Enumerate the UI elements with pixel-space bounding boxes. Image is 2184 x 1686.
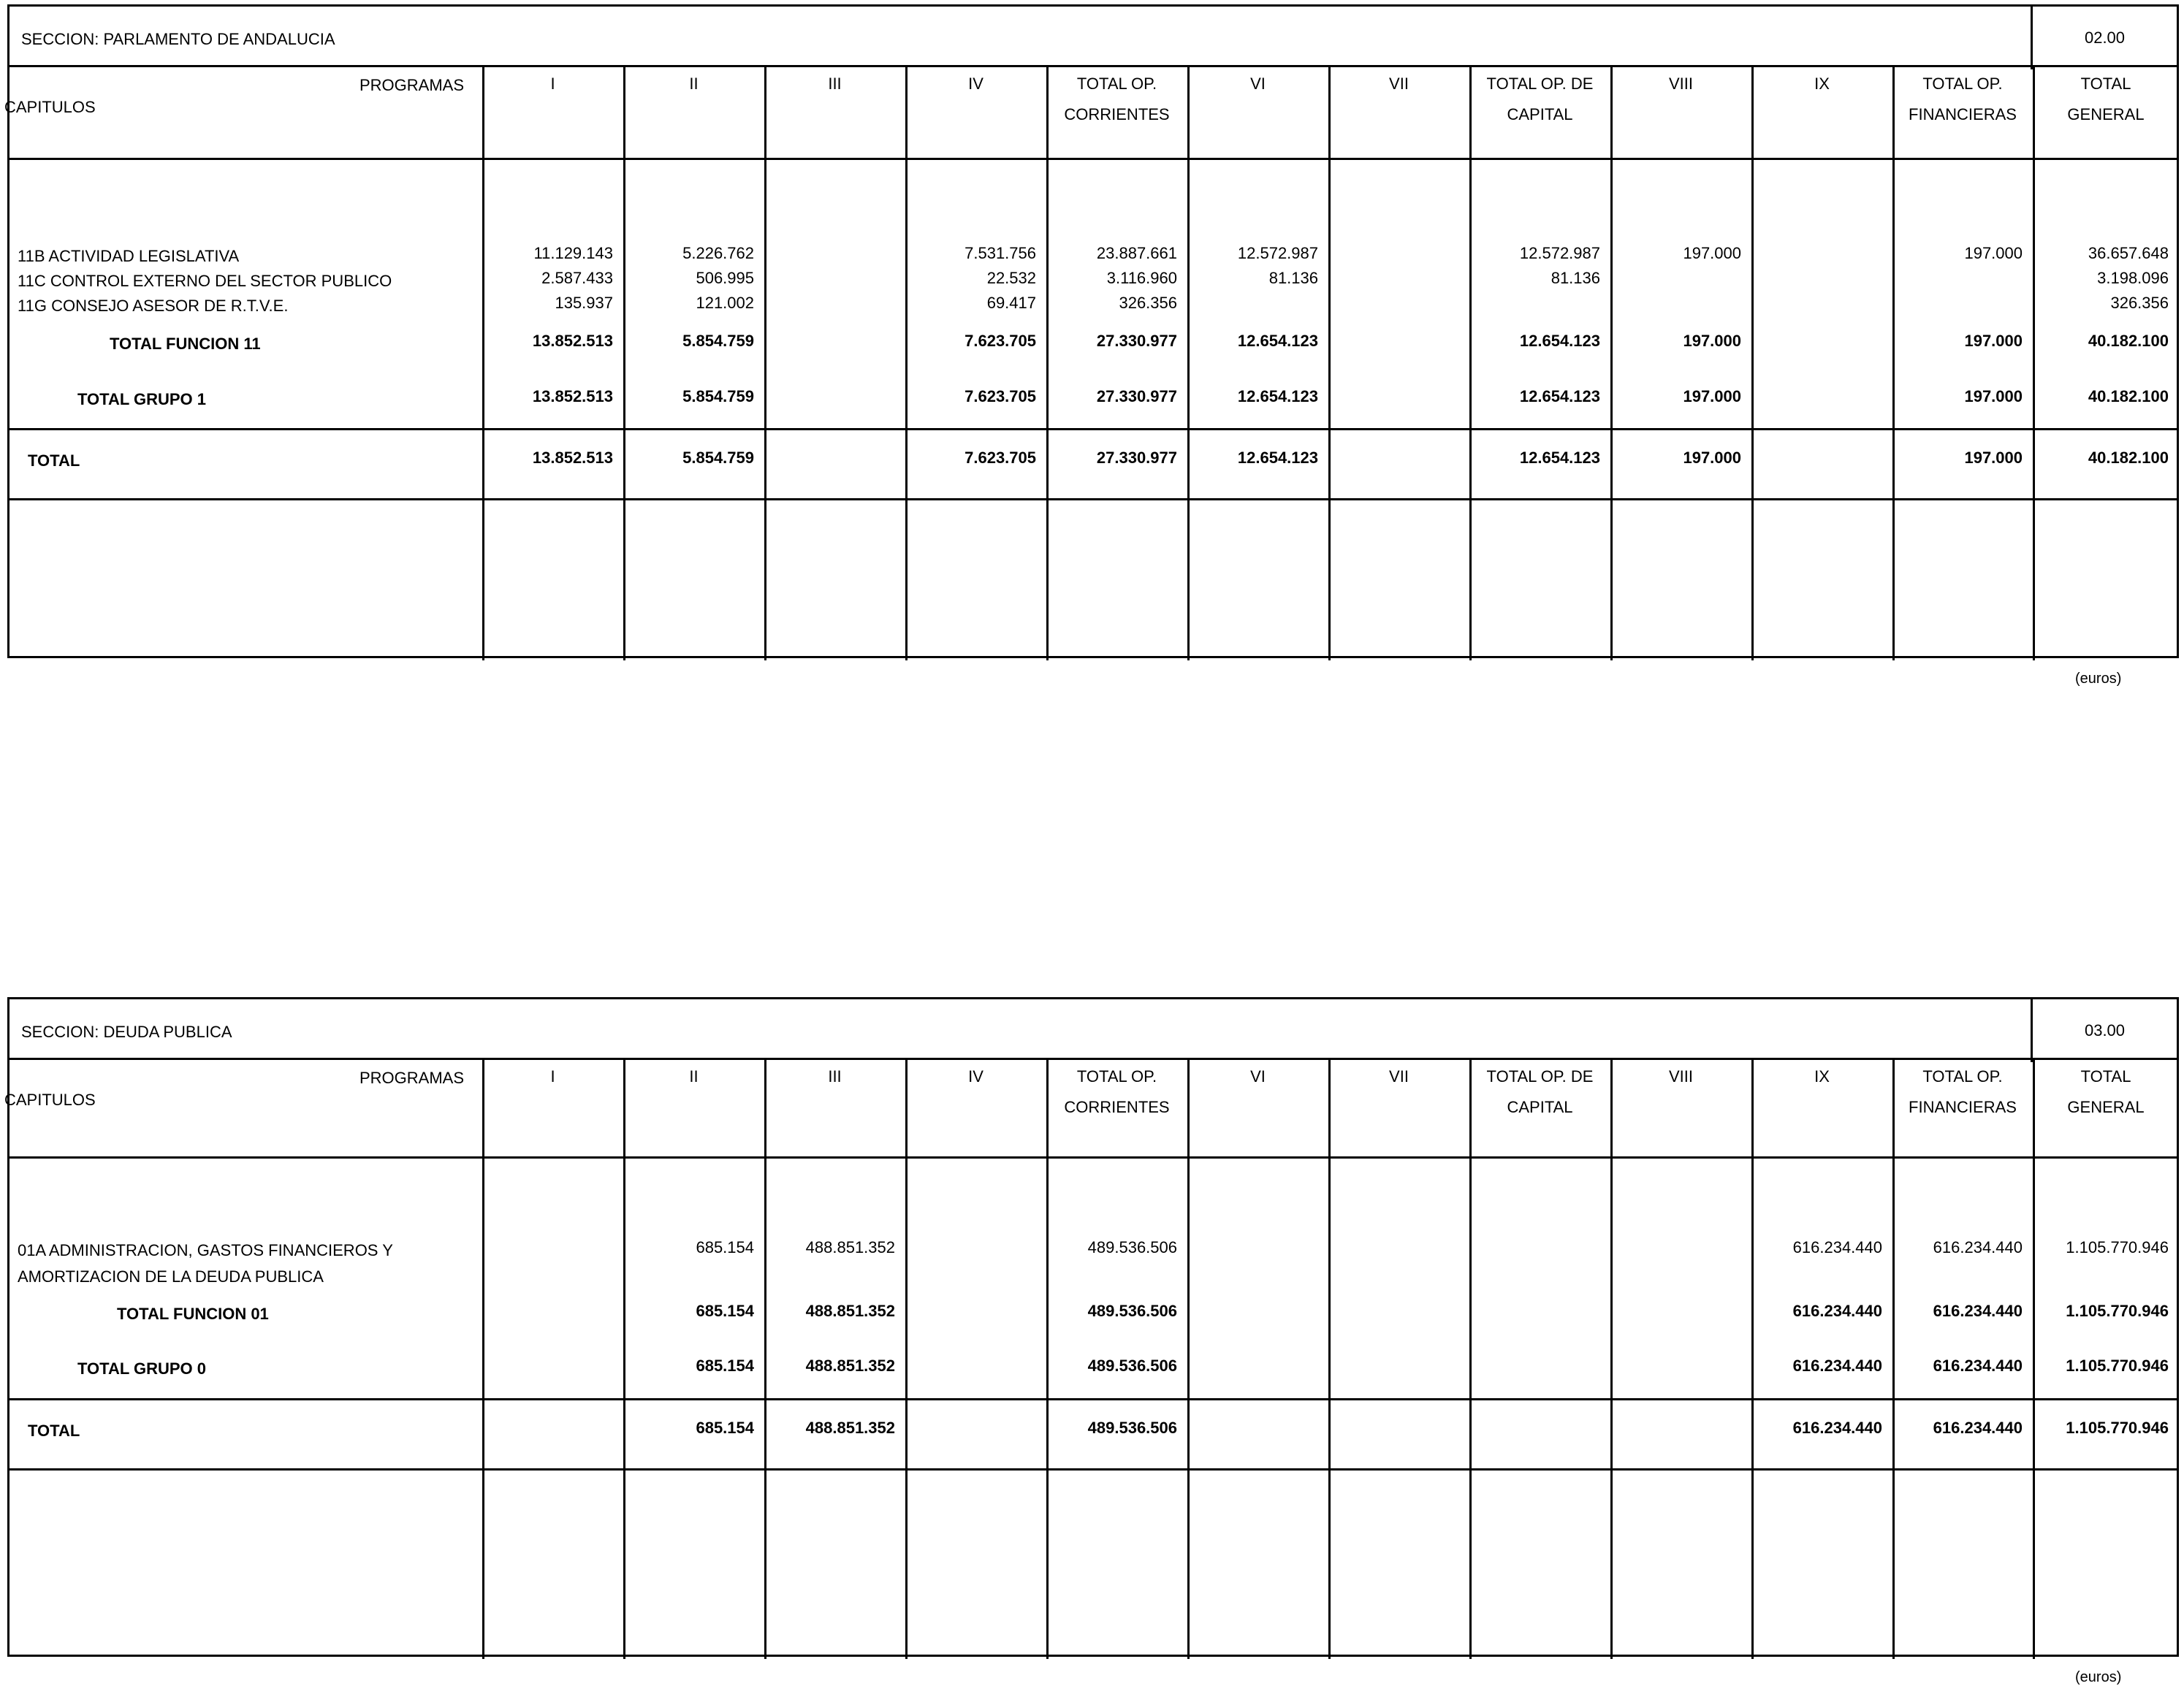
cell-value: 616.234.440: [1933, 1238, 2023, 1256]
column-header: [2033, 69, 2179, 130]
cell-value: 488.851.352: [805, 1419, 895, 1437]
cell-value: 1.105.770.946: [2066, 1419, 2169, 1437]
cell-value: 197.000: [1683, 449, 1741, 467]
cell-value: 12.572.987: [1237, 244, 1318, 262]
column-header: [623, 69, 764, 99]
unit-note: (euros): [2075, 1669, 2122, 1685]
column-header-line: CAPITAL: [1507, 105, 1573, 123]
grid-line: [2033, 67, 2035, 660]
cell-value: 12.654.123: [1237, 387, 1318, 405]
grid-line: [1610, 1060, 1613, 1659]
grid-line: [1187, 67, 1190, 660]
grid-line: [1328, 67, 1331, 660]
section-parlamento: [4, 4, 2179, 687]
cell-value: 616.234.440: [1792, 1357, 1882, 1375]
section-code-box: [2031, 999, 2177, 1062]
cell-value: 69.417: [986, 294, 1036, 312]
column-header: [1892, 69, 2033, 130]
grid-line: [1751, 67, 1754, 660]
cell-value: 7.623.705: [964, 387, 1036, 405]
column-header-line: FINANCIERAS: [1909, 1098, 2017, 1116]
column-header: [1892, 1061, 2033, 1123]
column-header-line: III: [828, 75, 842, 93]
grid-line: [1046, 67, 1049, 660]
cell-value: 326.356: [1119, 294, 1177, 312]
grid-line: [764, 1060, 766, 1659]
row-label: 01A ADMINISTRACION, GASTOS FINANCIEROS Y: [18, 1241, 393, 1259]
cell-value: 488.851.352: [805, 1357, 895, 1375]
column-header: [1328, 69, 1469, 99]
column-header-line: VIII: [1668, 75, 1693, 93]
grid-line: [1187, 1060, 1190, 1659]
cell-value: 12.654.123: [1519, 332, 1600, 350]
cell-value: 2.587.433: [541, 269, 613, 287]
grid-line: [2033, 1060, 2035, 1659]
grid-line: [1751, 1060, 1754, 1659]
column-header-line: CAPITAL: [1507, 1098, 1573, 1116]
row-label: TOTAL: [28, 451, 80, 470]
cell-value: 685.154: [696, 1419, 754, 1437]
column-header-line: GENERAL: [2067, 1098, 2145, 1116]
column-header: [1610, 69, 1751, 99]
column-header-line: CORRIENTES: [1064, 105, 1170, 123]
row-label: TOTAL GRUPO 0: [77, 1359, 207, 1378]
column-header-line: I: [550, 75, 555, 93]
grid-line: [1610, 67, 1613, 660]
cell-value: 1.105.770.946: [2066, 1238, 2169, 1256]
column-header-line: IV: [968, 1067, 983, 1086]
cell-value: 13.852.513: [532, 332, 613, 350]
column-header-line: III: [828, 1067, 842, 1086]
column-header: [1610, 1061, 1751, 1092]
cell-value: 616.234.440: [1933, 1357, 2023, 1375]
row-label: 11C CONTROL EXTERNO DEL SECTOR PUBLICO: [18, 272, 392, 290]
cell-value: 121.002: [696, 294, 754, 312]
cell-value: 40.182.100: [2088, 387, 2169, 405]
programas-label: PROGRAMAS: [359, 76, 464, 94]
column-header: [1328, 1061, 1469, 1092]
cell-value: 36.657.648: [2088, 244, 2169, 262]
column-header: [764, 69, 905, 99]
grid-line: [1328, 1060, 1331, 1659]
grid-line: [7, 656, 2179, 658]
cell-value: 135.937: [555, 294, 613, 312]
column-header-line: TOTAL OP. DE: [1486, 75, 1594, 93]
column-header-line: FINANCIERAS: [1909, 105, 2017, 123]
grid-line: [7, 1655, 2179, 1657]
column-header-line: GENERAL: [2067, 105, 2145, 123]
column-header-line: I: [550, 1067, 555, 1086]
section-code: 02.00: [2084, 28, 2126, 47]
column-header-line: TOTAL OP.: [1922, 75, 2003, 93]
column-header-line: IV: [968, 75, 983, 93]
grid-line: [7, 428, 2179, 430]
cell-value: 7.623.705: [964, 332, 1036, 350]
column-header: [623, 1061, 764, 1092]
row-label: AMORTIZACION DE LA DEUDA PUBLICA: [18, 1267, 324, 1286]
cell-value: 488.851.352: [805, 1238, 895, 1256]
column-header-line: TOTAL: [2080, 75, 2131, 93]
grid-line: [1892, 1060, 1895, 1659]
cell-value: 488.851.352: [805, 1302, 895, 1320]
cell-value: 616.234.440: [1792, 1302, 1882, 1320]
row-label: 11B ACTIVIDAD LEGISLATIVA: [18, 247, 240, 265]
column-header: [1046, 69, 1187, 130]
cell-value: 197.000: [1964, 449, 2023, 467]
column-header-line: VIII: [1668, 1067, 1693, 1086]
cell-value: 27.330.977: [1096, 332, 1177, 350]
grid-line: [1046, 1060, 1049, 1659]
cell-value: 197.000: [1964, 244, 2023, 262]
cell-value: 13.852.513: [532, 387, 613, 405]
capitulos-label: CAPITULOS: [4, 1091, 96, 1109]
grid-line: [1469, 67, 1472, 660]
section-code: 03.00: [2084, 1021, 2126, 1040]
cell-value: 489.536.506: [1087, 1357, 1177, 1375]
cell-value: 616.234.440: [1792, 1238, 1882, 1256]
column-header-line: TOTAL OP. DE: [1486, 1067, 1594, 1086]
column-header-line: VI: [1250, 75, 1266, 93]
grid-line: [764, 67, 766, 660]
cell-value: 5.226.762: [682, 244, 754, 262]
grid-line: [7, 498, 2179, 500]
row-label: TOTAL FUNCION 11: [110, 335, 261, 353]
column-header: [482, 69, 623, 99]
column-header: [905, 69, 1046, 99]
column-header-line: II: [689, 1067, 699, 1086]
cell-value: 197.000: [1683, 387, 1741, 405]
cell-value: 40.182.100: [2088, 449, 2169, 467]
column-header-line: VI: [1250, 1067, 1266, 1086]
cell-value: 489.536.506: [1087, 1238, 1177, 1256]
cell-value: 685.154: [696, 1357, 754, 1375]
cell-value: 7.531.756: [964, 244, 1036, 262]
column-header: [1187, 1061, 1328, 1092]
column-header-line: IX: [1814, 75, 1830, 93]
column-header-line: VII: [1389, 75, 1409, 93]
column-header: [482, 1061, 623, 1092]
cell-value: 616.234.440: [1933, 1302, 2023, 1320]
cell-value: 685.154: [696, 1238, 754, 1256]
cell-value: 685.154: [696, 1302, 754, 1320]
column-header: [1046, 1061, 1187, 1123]
column-header: [2033, 1061, 2179, 1123]
grid-line: [482, 67, 484, 660]
row-label: 11G CONSEJO ASESOR DE R.T.V.E.: [18, 297, 289, 315]
cell-value: 12.654.123: [1237, 332, 1318, 350]
cell-value: 81.136: [1268, 269, 1318, 287]
grid-line: [7, 1398, 2179, 1400]
row-label: TOTAL GRUPO 1: [77, 390, 207, 408]
cell-value: 12.654.123: [1519, 387, 1600, 405]
grid-line: [905, 1060, 908, 1659]
cell-value: 197.000: [1964, 332, 2023, 350]
grid-line: [1892, 67, 1895, 660]
cell-value: 326.356: [2110, 294, 2169, 312]
cell-value: 40.182.100: [2088, 332, 2169, 350]
cell-value: 12.654.123: [1237, 449, 1318, 467]
section-deuda-publica: [4, 997, 2179, 1685]
cell-value: 5.854.759: [682, 387, 754, 405]
cell-value: 1.105.770.946: [2066, 1302, 2169, 1320]
section-code-box: [2031, 7, 2177, 69]
cell-value: 197.000: [1683, 332, 1741, 350]
cell-value: 616.234.440: [1933, 1419, 2023, 1437]
cell-value: 489.536.506: [1087, 1302, 1177, 1320]
cell-value: 1.105.770.946: [2066, 1357, 2169, 1375]
column-header: [1469, 69, 1610, 130]
cell-value: 3.116.960: [1106, 269, 1177, 287]
column-header-line: CORRIENTES: [1064, 1098, 1170, 1116]
cell-value: 197.000: [1964, 387, 2023, 405]
grid-line: [905, 67, 908, 660]
column-header: [764, 1061, 905, 1092]
programas-label: PROGRAMAS: [359, 1069, 464, 1087]
column-header-line: VII: [1389, 1067, 1409, 1086]
section-title-row: [7, 997, 2179, 1060]
cell-value: 197.000: [1683, 244, 1741, 262]
row-label: TOTAL FUNCION 01: [117, 1305, 269, 1323]
cell-value: 11.129.143: [533, 244, 613, 262]
section-title: SECCION: PARLAMENTO DE ANDALUCIA: [21, 30, 335, 48]
column-header-line: TOTAL OP.: [1076, 75, 1157, 93]
grid-line: [7, 1468, 2179, 1471]
column-header: [1187, 69, 1328, 99]
column-header: [1469, 1061, 1610, 1123]
grid-line: [623, 67, 625, 660]
cell-value: 7.623.705: [964, 449, 1036, 467]
grid-line: [1469, 1060, 1472, 1659]
column-header-line: TOTAL OP.: [1922, 1067, 2003, 1086]
column-header: [905, 1061, 1046, 1092]
grid-line: [7, 158, 2179, 160]
grid-line: [482, 1060, 484, 1659]
cell-value: 12.572.987: [1519, 244, 1600, 262]
cell-value: 12.654.123: [1519, 449, 1600, 467]
column-header-line: IX: [1814, 1067, 1830, 1086]
capitulos-label: CAPITULOS: [4, 98, 96, 116]
cell-value: 5.854.759: [682, 449, 754, 467]
section-title-row: [7, 4, 2179, 67]
cell-value: 506.995: [696, 269, 754, 287]
cell-value: 489.536.506: [1087, 1419, 1177, 1437]
cell-value: 23.887.661: [1096, 244, 1177, 262]
grid-line: [623, 1060, 625, 1659]
column-header: [1751, 1061, 1892, 1092]
cell-value: 27.330.977: [1096, 449, 1177, 467]
grid-line: [7, 1156, 2179, 1159]
cell-value: 616.234.440: [1792, 1419, 1882, 1437]
cell-value: 22.532: [986, 269, 1036, 287]
column-header-line: II: [689, 75, 699, 93]
cell-value: 13.852.513: [532, 449, 613, 467]
unit-note: (euros): [2075, 671, 2122, 687]
column-header: [1751, 69, 1892, 99]
cell-value: 81.136: [1551, 269, 1600, 287]
column-header-line: TOTAL: [2080, 1067, 2131, 1086]
cell-value: 5.854.759: [682, 332, 754, 350]
column-header-line: TOTAL OP.: [1076, 1067, 1157, 1086]
row-label: TOTAL: [28, 1422, 80, 1440]
cell-value: 3.198.096: [2097, 269, 2169, 287]
cell-value: 27.330.977: [1096, 387, 1177, 405]
section-title: SECCION: DEUDA PUBLICA: [21, 1023, 232, 1041]
